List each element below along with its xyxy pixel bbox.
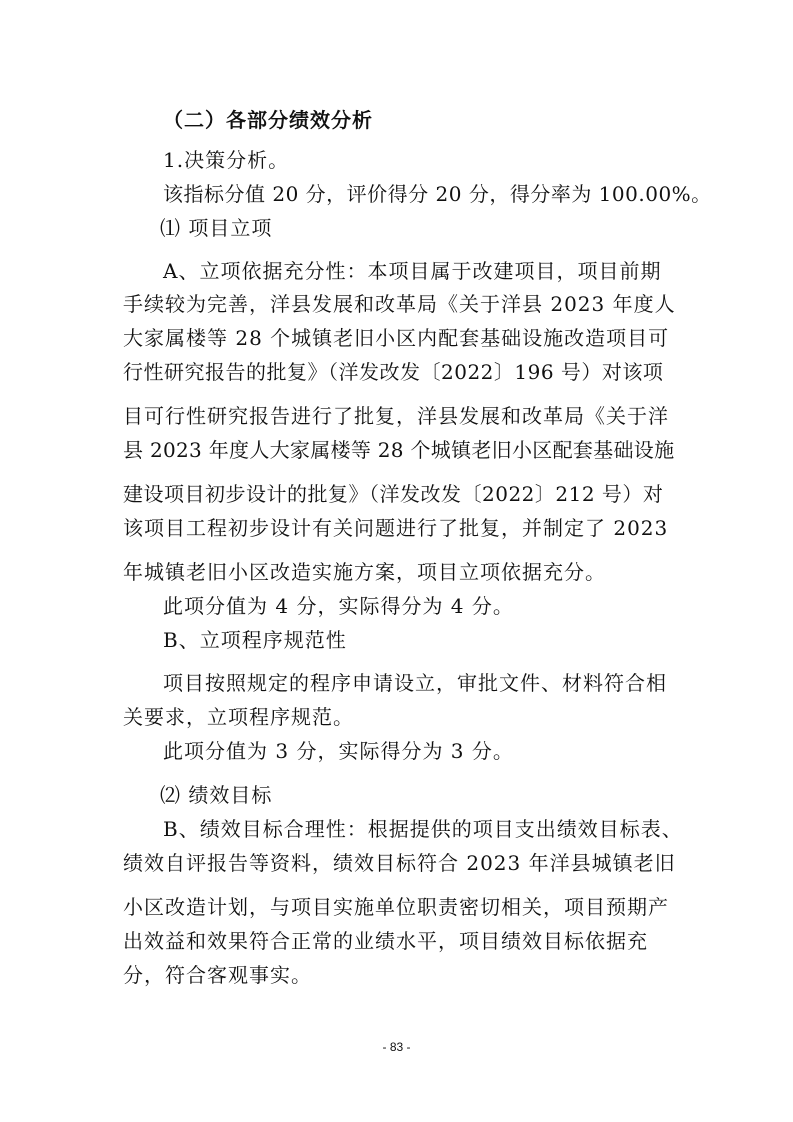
paragraph-line: 县 2023 年度人大家属楼等 28 个城镇老旧小区配套基础设施	[123, 438, 675, 462]
summary-line: 该指标分值 20 分，评价得分 20 分，得分率为 100.00%。	[163, 182, 712, 206]
paragraph-line: 年城镇老旧小区改造实施方案，项目立项依据充分。	[123, 560, 606, 584]
paragraph-line: 关要求，立项程序规范。	[123, 705, 354, 729]
paragraph-line: 手续较为完善，洋县发展和改革局《关于洋县 2023 年度人	[123, 292, 676, 316]
paragraph-line: 该项目工程初步设计有关问题进行了批复，并制定了 2023	[123, 516, 669, 540]
paragraph-line: B、绩效目标合理性：根据提供的项目支出绩效目标表、	[163, 817, 683, 841]
paragraph-line: 绩效自评报告等资料，绩效目标符合 2023 年洋县城镇老旧	[123, 851, 676, 875]
paragraph-line: 小区改造计划，与项目实施单位职责密切相关，项目预期产	[123, 895, 669, 919]
paragraph-line: 行性研究报告的批复》（洋发改发〔2022〕196 号）对该项	[123, 360, 664, 384]
subsection-title: 1.决策分析。	[163, 148, 290, 172]
item-2-title: ⑵ 绩效目标	[160, 783, 273, 807]
score-line: 此项分值为 4 分，实际得分为 4 分。	[163, 594, 514, 618]
paragraph-line: A、立项依据充分性：本项目属于改建项目，项目前期	[163, 259, 662, 283]
paragraph-line: 建设项目初步设计的批复》（洋发改发〔2022〕212 号）对	[123, 482, 664, 506]
item-1-title: ⑴ 项目立项	[160, 216, 273, 240]
section-heading: （二）各部分绩效分析	[163, 108, 373, 132]
paragraph-line: 出效益和效果符合正常的业绩水平，项目绩效目标依据充	[123, 929, 648, 953]
page-number: - 83 -	[382, 1040, 411, 1054]
paragraph-line: 目可行性研究报告进行了批复，洋县发展和改革局《关于洋	[123, 404, 669, 428]
item-b-title: B、立项程序规范性	[163, 628, 347, 652]
paragraph-line: 大家属楼等 28 个城镇老旧小区内配套基础设施改造项目可	[123, 326, 670, 350]
paragraph-line: 项目按照规定的程序申请设立，审批文件、材料符合相	[163, 671, 667, 695]
score-line: 此项分值为 3 分，实际得分为 3 分。	[163, 739, 514, 763]
paragraph-line: 分，符合客观事实。	[123, 963, 312, 987]
